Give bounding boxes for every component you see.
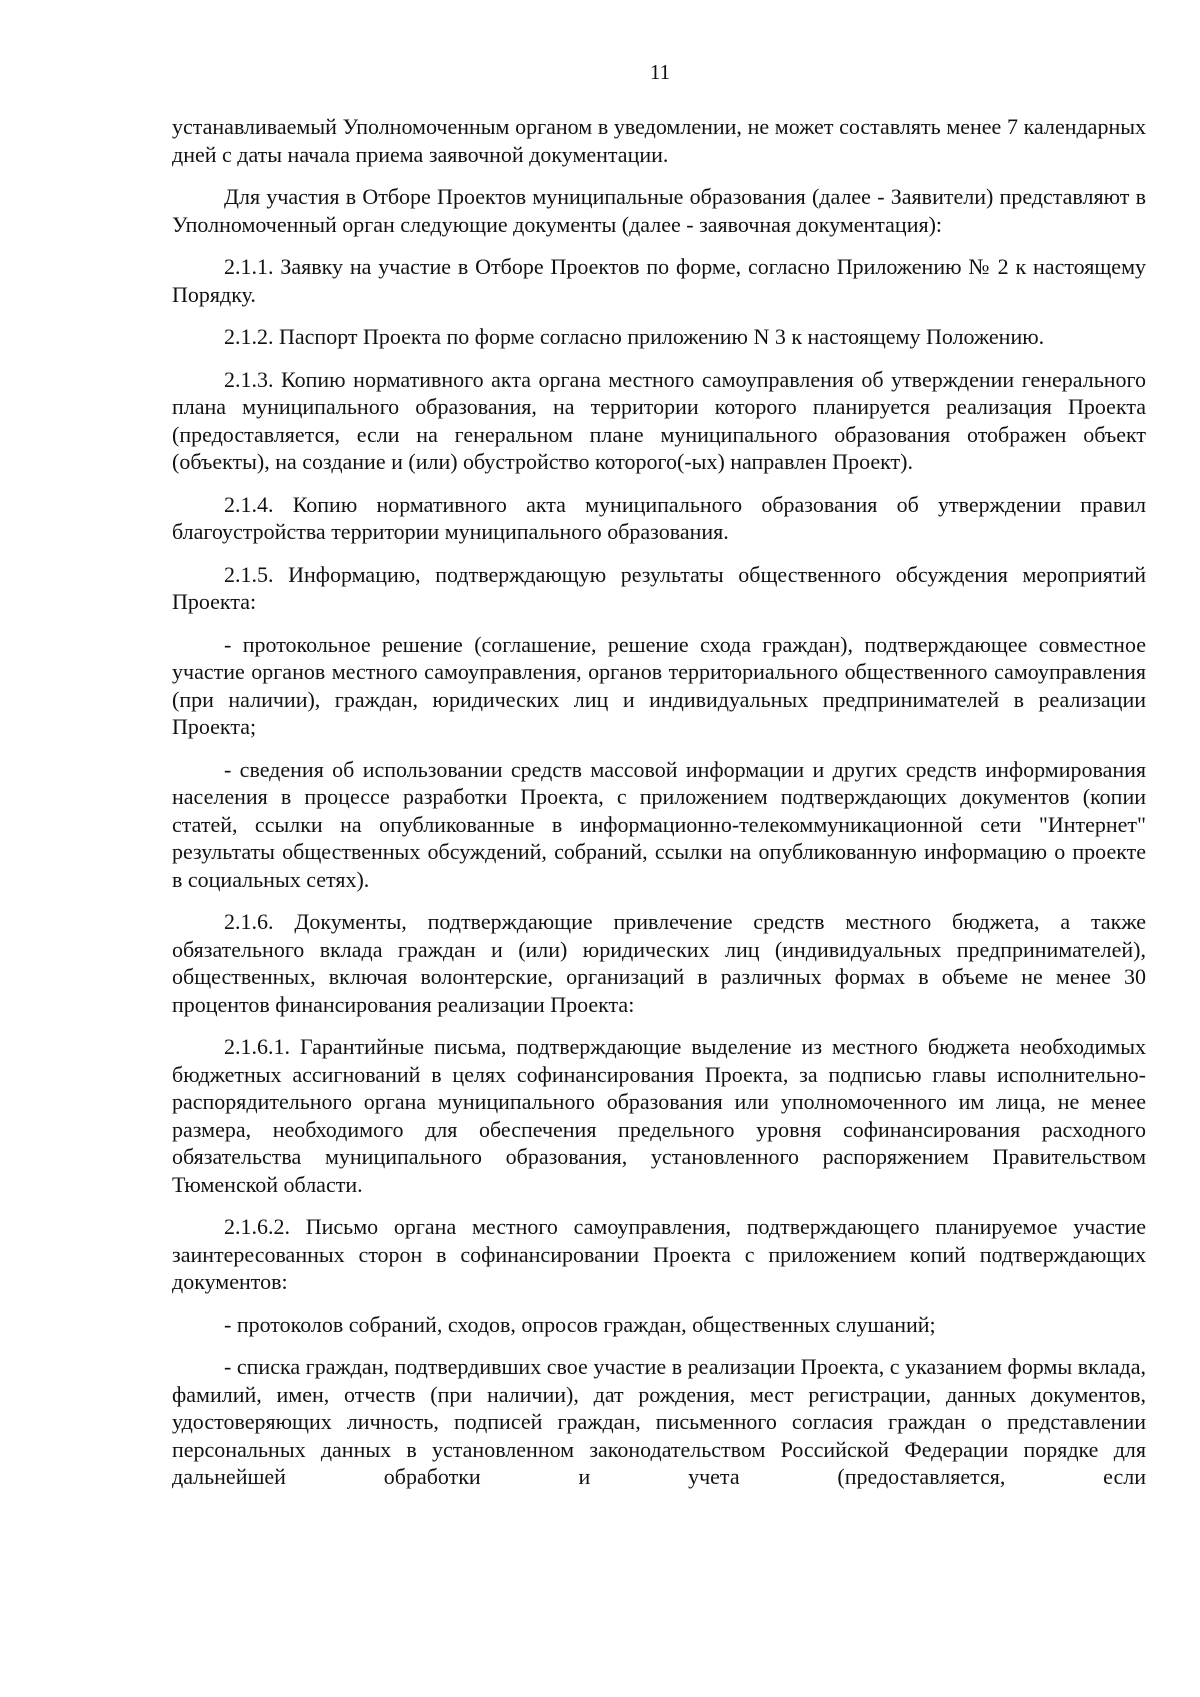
paragraph-2-1-3: 2.1.3. Копию нормативного акта органа местного самоуправления об утверждении генерального плана муниципального образования, на территории которого планируется реализация Проекта (предоставляется, если на генеральном плане муниципального образования отображен объект (объекты), на создание и (или) обустройство которого(-ых) направлен Проект). <box>172 366 1146 474</box>
paragraph-intro: Для участия в Отборе Проектов муниципальные образования (далее - Заявители) представляют в Уполномоченный орган следующие документы (далее - заявочная документация): <box>172 184 1146 237</box>
list-item-citizens-list: - списка граждан, подтвердивших свое участие в реализации Проекта, с указанием формы вклада, фамилий, имен, отчеств (при наличии), дат рождения, мест регистрации, данных документов, удостоверяющих личность, подписей граждан, письменного согласия граждан о представлении персональных данных в установленном законодательством Российской Федерации порядке для дальнейшей обработки и учета (предоставляется, если <box>172 1354 1146 1489</box>
paragraph-2-1-2: 2.1.2. Паспорт Проекта по форме согласно приложению N 3 к настоящему Положению. <box>224 324 1045 349</box>
list-item-protocols: - протоколов собраний, сходов, опросов граждан, общественных слушаний; <box>224 1311 936 1337</box>
paragraph-continuation: устанавливаемый Уполномоченным органом в уведомлении, не может составлять менее 7 календарных дней с даты начала приема заявочной документации. <box>172 114 1146 167</box>
document-body <box>172 113 1146 1491</box>
paragraph-2-1-6: 2.1.6. Документы, подтверждающие привлечение средств местного бюджета, а также обязательного вклада граждан и (или) юридических лиц (индивидуальных предпринимателей), общественных, включая волонтерские, организаций в различных формах в объеме не менее 30 процентов финансирования реализации Проекта: <box>172 909 1146 1017</box>
paragraph-2-1-1: 2.1.1. Заявку на участие в Отборе Проектов по форме, согласно Приложению № 2 к настоящему Порядку. <box>172 254 1146 307</box>
paragraph-2-1-6-2: 2.1.6.2. Письмо органа местного самоуправления, подтверждающего планируемое участие заинтересованных сторон в софинансировании Проекта с приложением копий подтверждающих документов: <box>172 1214 1146 1294</box>
page-number: 11 <box>649 60 671 84</box>
paragraph-2-1-6-1: 2.1.6.1. Гарантийные письма, подтверждающие выделение из местного бюджета необходимых бюджетных ассигнований в целях софинансирования Проекта, за подписью главы исполнительно-распорядительного органа муниципального образования или уполномоченного им лица, не менее размера, необходимого для обеспечения предельного уровня софинансирования расходного обязательства муниципального образования, установленного распоряжением Правительством Тюменской области. <box>172 1034 1146 1197</box>
list-item-protocol-decision: - протокольное решение (соглашение, решение схода граждан), подтверждающее совместное участие органов местного самоуправления, органов территориального общественного самоуправления (при наличии), граждан, юридических лиц и индивидуальных предпринимателей в реализации Проекта; <box>172 631 1146 739</box>
paragraph-2-1-5: 2.1.5. Информацию, подтверждающую результаты общественного обсуждения мероприятий Проекта: <box>172 561 1146 614</box>
list-item-media-info: - сведения об использовании средств массовой информации и других средств информирования населения в процессе разработки Проекта, с приложением подтверждающих документов (копии статей, ссылки на опубликованные в информационно-телекоммуникационной сети "Интернет" результаты общественных обсуждений, собраний, ссылки на опубликованную информацию о проекте в социальных сетях). <box>172 756 1146 892</box>
paragraph-2-1-4: 2.1.4. Копию нормативного акта муниципального образования об утверждении правил благоустройства территории муниципального образования. <box>172 491 1146 544</box>
